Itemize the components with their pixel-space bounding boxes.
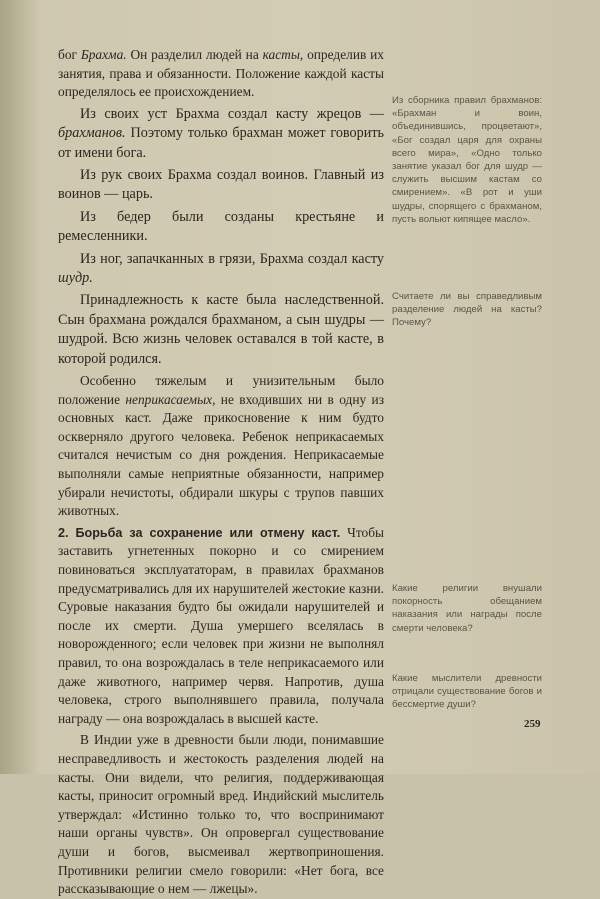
section-2: [58, 524, 384, 729]
paragraph-3: Из рук своих Брахма создал воинов. Главный из воинов — царь.: [58, 167, 384, 203]
paragraph-7: [58, 372, 384, 521]
question-text: Какие мыслители древности отрицали существование богов и бессмертие души?: [392, 673, 542, 711]
term-untouchables: неприкасаемых,: [125, 391, 216, 407]
text: Он разделил людей на: [126, 47, 263, 62]
text: Из своих уст Брахма создал касту жрецов —: [80, 105, 384, 122]
note-text: Из сборника правил брахманов: «Брахман и воин, объединившись, процветают», «Бог создал царя для охраны всего мира», «Одно только занятие указал бог для шудр — служить высшим кастам со смирением». «В рот и уши шудры, спорящего с брахманом, пусть вольют кипящее масло».: [392, 95, 542, 225]
sidebar-question-religions: [392, 582, 542, 635]
page-number: 259: [524, 718, 541, 730]
section-heading: 2. Борьба за сохранение или отмену каст.: [58, 525, 341, 540]
paragraph-9: В Индии уже в древности были люди, понимавшие несправедливость и жестокость разделения людей на касты. Они видели, что религия, поддерживающая касты, приносит огромный вред. Индийский мыслитель утверждал: «Истинно только то, что воспринимают наши органы чувств». Он опровергал существование души и богов, высмеивал жертвоприношения. Противники религии смело говорили: «Нет бога, все рассказывающие о нем — лжецы».: [58, 732, 384, 897]
question-text: Считаете ли вы справедливым разделение людей на касты? Почему?: [392, 291, 542, 329]
text: определив их занятия, права и обязанности. Положение каждой касты определялось ее происхождением.: [58, 47, 384, 100]
term-shudras: шудр.: [58, 270, 93, 287]
main-text-column: [58, 46, 384, 899]
text: не входивших ни в одну из основных каст. Даже прикосновение к ним будто оскверняло другого человека. Ребенок неприкасаемых считался нечистым со дня рождения. Неприкасаемые выполняли самые неприятные обязанности, например убирали нечистоты, обдирали шкуры с трупов павших животных.: [58, 391, 384, 519]
term-castes: касты,: [262, 47, 304, 62]
paragraph-2: [58, 105, 384, 163]
term-brahma: Брахма.: [80, 47, 127, 62]
paragraph-4: Из бедер были созданы крестьяне и ремесленники.: [58, 208, 384, 245]
sidebar-question-thinkers: [392, 672, 542, 712]
text: Особенно тяжелым и унизительным было положение: [58, 373, 384, 407]
text: бог: [58, 47, 81, 62]
paragraph-6: Принадлежность к касте была наследственной. Сын брахмана рождался брахманом, а сын шудры — шудрой. Всю жизнь человек оставался в той касте, в которой родился.: [58, 292, 384, 367]
text: Из ног, запачканных в грязи, Брахма создал касту: [80, 250, 384, 267]
sidebar-note-brahman-rules: [392, 94, 542, 226]
text: Поэтому только брахман может говорить от имени бога.: [58, 125, 384, 161]
question-text: Какие религии внушали покорность обещанием наказания или награды после смерти человека?: [392, 583, 542, 634]
sidebar-question-justice: [392, 290, 542, 330]
paragraph-1: [58, 46, 384, 102]
text: Чтобы заставить угнетенных покорно и со смирением повиноваться эксплуататорам, в правилах брахманов предусматривались для их нарушителей жестокие казни. Суровые наказания будто бы ожидали нарушителей и после их смерти. Душа умершего вселялась в новорожденного; если человек при жизни не выполнял правил, то она возрождалась в теле неприкасаемого или даже животного, например червя. Напротив, душа человека, строго выполнявшего правила, получала награду — она возрождалась в высшей касте.: [58, 524, 385, 726]
paragraph-5: [58, 250, 384, 289]
term-brahmans: брахманов.: [58, 125, 126, 142]
